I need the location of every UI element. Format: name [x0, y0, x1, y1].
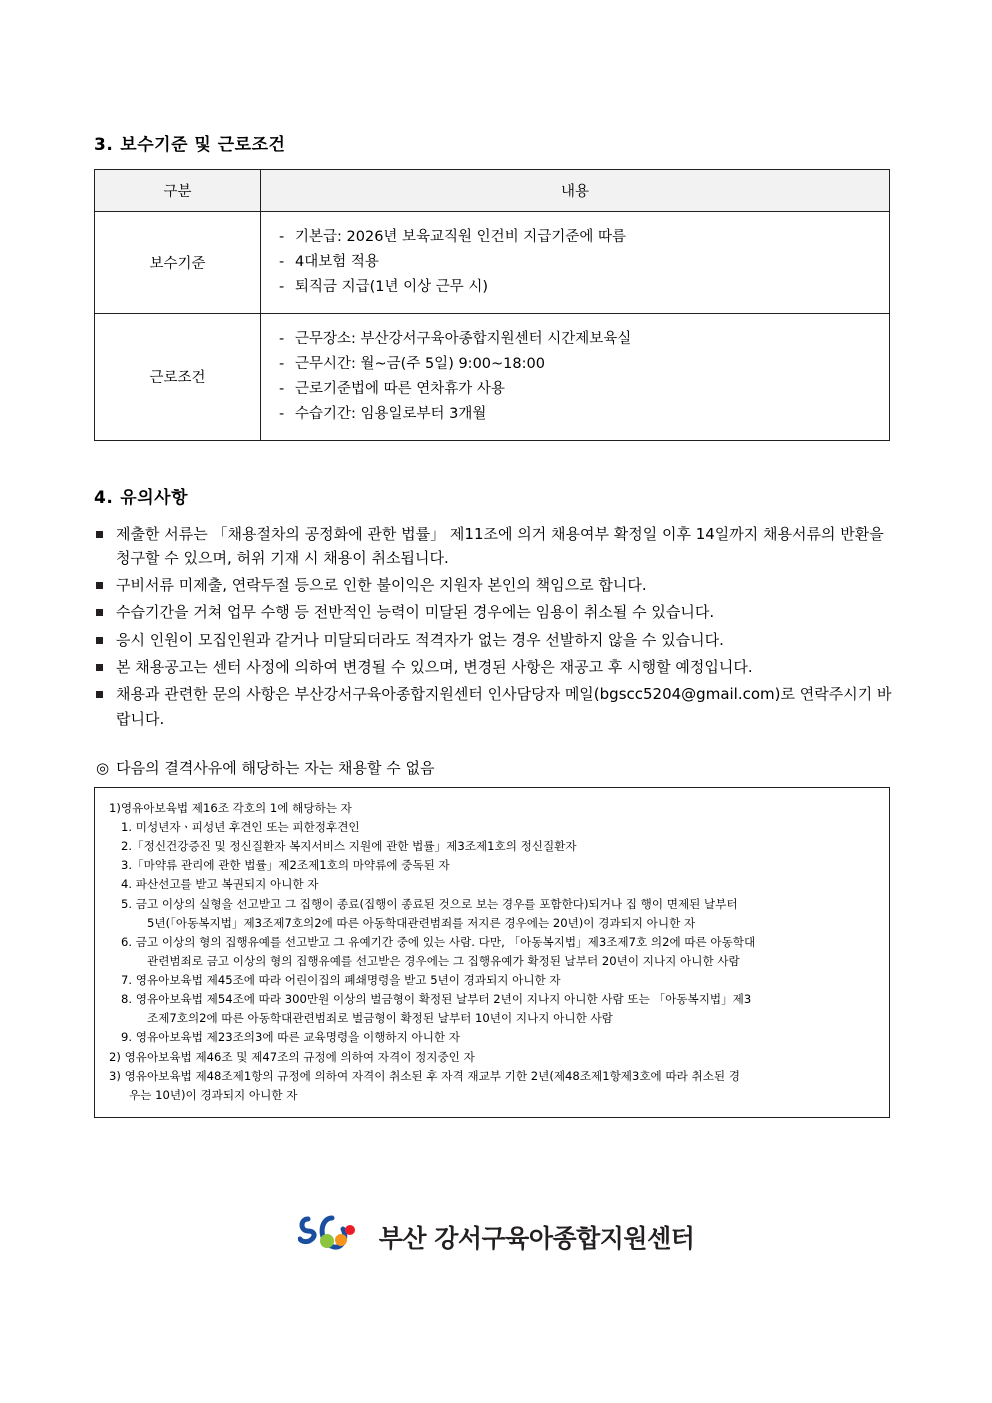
row-content-pay: [261, 212, 890, 314]
table-row: [95, 212, 890, 314]
dash-marker: -: [279, 380, 285, 397]
list-item: [109, 856, 875, 875]
list-item-text: 7. 영유아보육법 제45조에 따라 어린이집의 폐쇄명령을 받고 5년이 경과되지 아니한 자: [121, 973, 561, 988]
list-item: [279, 250, 889, 275]
disqualification-heading-text: 다음의 결격사유에 해당하는 자는 채용할 수 없음: [116, 758, 435, 777]
dash-marker: -: [279, 330, 285, 347]
list-item-text: 퇴직금 지급(1년 이상 근무 시): [295, 278, 489, 295]
list-item: [109, 837, 875, 856]
list-item: [109, 895, 875, 933]
list-item-text: 3) 영유아보육법 제48조제1항의 규정에 의하여 자격이 취소된 후 자격 재교부 기한 2년(제48조제1항제3호에 따라 취소된 경: [109, 1068, 741, 1083]
list-item: [94, 522, 894, 571]
dash-marker: -: [279, 229, 285, 245]
notes-list: [94, 522, 894, 731]
list-item: [109, 933, 875, 971]
list-item: [279, 377, 889, 402]
list-item-text: 3.「마약류 관리에 관한 법률」제2조제1호의 마약류에 중독된 자: [121, 858, 450, 873]
list-item: [109, 875, 875, 894]
row-content-conditions: [261, 313, 890, 440]
list-item-text: 2.「정신건강증진 및 정신질환자 복지서비스 지원에 관한 법률」제3조제1호의 정신질환자: [121, 839, 577, 854]
table-header-row: [95, 170, 890, 212]
list-item-text: 1)영유아보육법 제16조 각호의 1에 해당하는 자: [109, 800, 352, 815]
document-content: [94, 130, 894, 1118]
list-item: [109, 971, 875, 990]
list-item-text-cont: 조제7호의2에 따른 아동학대관련범죄로 벌금형이 확정된 날부터 10년이 지나지 아니한 사람: [147, 1011, 613, 1026]
section-4-number: 4.: [94, 487, 114, 508]
list-item-text: 2) 영유아보육법 제46조 및 제47조의 규정에 의하여 자격이 정지중인 자: [109, 1049, 475, 1064]
list-item: [279, 352, 889, 377]
list-item-text: 근무시간: 월~금(주 5일) 9:00~18:00: [295, 355, 545, 372]
section-3-number: 3.: [94, 135, 114, 155]
list-item: [109, 990, 875, 1028]
list-item: [109, 1028, 875, 1047]
dash-marker: -: [279, 405, 285, 422]
list-item: [109, 1048, 875, 1067]
section-3-title: 보수기준 및 근로조건: [120, 135, 286, 155]
list-item-text: 1. 미성년자ㆍ피성년 후견인 또는 피한정후견인: [121, 820, 360, 835]
table-row: [95, 313, 890, 440]
list-item-text: 4. 파산선고를 받고 복권되지 아니한 자: [121, 877, 319, 892]
list-item: [279, 327, 889, 352]
disqualification-box: [94, 787, 890, 1118]
list-item-text: 5. 금고 이상의 실형을 선고받고 그 집행이 종료(집행이 종료된 것으로 보는 경우를 포함한다)되거나 집 행이 면제된 날부터: [121, 896, 738, 911]
row-label-pay: 보수기준: [95, 212, 261, 314]
list-item-text: 근무장소: 부산강서구육아종합지원센터 시간제보육실: [295, 330, 632, 347]
list-item-text: 기본급: 2026년 보육교직원 인건비 지급기준에 따름: [295, 229, 626, 245]
section-4-heading: [94, 483, 894, 508]
list-item: [94, 600, 894, 624]
table-header-content: 내용: [261, 170, 890, 212]
table-header-category: 구분: [95, 170, 261, 212]
list-item-text: 4대보험 적용: [295, 253, 379, 270]
list-item-text-cont: 관련범죄로 금고 이상의 형의 집행유예를 선고받은 경우에는 그 집행유예가 확정된 날부터 20년이 지나지 아니한 사람: [147, 953, 740, 968]
list-item-text: 6. 금고 이상의 형의 집행유예를 선고받고 그 유예기간 중에 있는 사람. 다만, 「아동복지법」제3조제7호 의2에 따른 아동학대: [121, 934, 756, 949]
disqualification-heading: [94, 757, 894, 778]
list-item-text: 응시 인원이 모집인원과 같거나 미달되더라도 적격자가 없는 경우 선발하지 않을 수 있습니다.: [116, 630, 724, 649]
list-item: [279, 402, 889, 427]
list-item: [279, 275, 889, 300]
list-item-text: 채용과 관련한 문의 사항은 부산강서구육아종합지원센터 인사담당자 메일(bgscc5204@gmail.com)로 연락주시기 바랍니다.: [116, 685, 892, 728]
list-item-text: 제출한 서류는 「채용절차의 공정화에 관한 법률」 제11조에 의거 채용여부 확정일 이후 14일까지 채용서류의 반환을 청구할 수 있으며, 허위 기재 시 채용이 취소됩니다.: [116, 524, 884, 567]
list-item-text-cont: 우는 10년)이 경과되지 아니한 자: [129, 1087, 298, 1102]
list-item: [94, 573, 894, 597]
pay-and-conditions-table: [94, 169, 890, 441]
list-item-text: 근로기준법에 따른 연차휴가 사용: [295, 380, 505, 397]
list-item: [279, 225, 889, 250]
dash-marker: -: [279, 355, 285, 372]
dash-marker: -: [279, 253, 285, 270]
row-label-conditions: 근로조건: [95, 313, 261, 440]
list-item-text: 8. 영유아보육법 제54조에 따라 300만원 이상의 벌금형이 확정된 날부터 2년이 지나지 아니한 사람 또는 「아동복지법」제3: [121, 992, 752, 1007]
list-item: [109, 818, 875, 837]
list-item-text: 9. 영유아보육법 제23조의3에 따른 교육명령을 이행하지 아니한 자: [121, 1030, 460, 1045]
list-item-text: 수습기간: 임용일로부터 3개월: [295, 405, 487, 422]
list-item: [94, 682, 894, 731]
list-item: [94, 628, 894, 652]
section-4-title: 유의사항: [120, 487, 188, 508]
footer: [0, 1213, 992, 1261]
list-item-text: 수습기간을 거쳐 업무 수행 등 전반적인 능력이 미달된 경우에는 임용이 취소될 수 있습니다.: [116, 603, 715, 622]
center-logo-icon: [298, 1213, 364, 1261]
list-item: [94, 655, 894, 679]
list-item-text: 본 채용공고는 센터 사정에 의하여 변경될 수 있으며, 변경된 사항은 재공고 후 시행할 예정입니다.: [116, 658, 753, 677]
center-logo-text: 부산 강서구육아종합지원센터: [378, 1224, 695, 1253]
list-item: [109, 799, 875, 818]
dash-marker: -: [279, 278, 285, 295]
circle-glyph-icon: ◎: [96, 758, 110, 777]
list-item-text: 구비서류 미제출, 연락두절 등으로 인한 불이익은 지원자 본인의 책임으로 합니다.: [116, 576, 647, 595]
center-logo: [298, 1213, 695, 1261]
list-item-text-cont: 5년(「아동복지법」제3조제7호의2에 따른 아동학대관련범죄를 저지른 경우에는 20년)이 경과되지 아니한 자: [147, 915, 696, 930]
list-item: [109, 1067, 875, 1105]
section-3-heading: [94, 130, 894, 155]
